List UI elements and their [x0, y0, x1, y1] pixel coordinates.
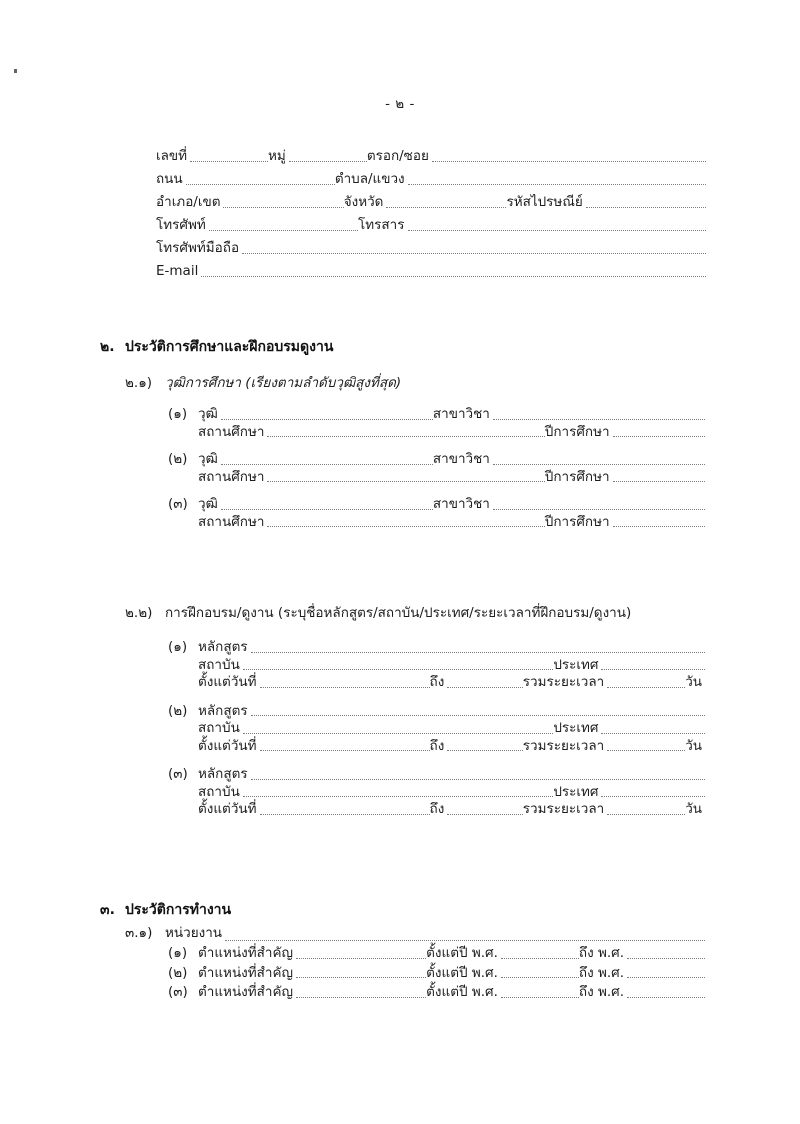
address-row-mobile: [156, 242, 706, 256]
position-label: ตำแหน่งที่สำคัญ: [198, 964, 294, 981]
course-input[interactable]: [251, 642, 705, 655]
subsection-unit-number: ๓.๑): [125, 925, 153, 941]
moo-input[interactable]: [289, 151, 367, 164]
from-date-input[interactable]: [260, 740, 430, 753]
from-year-input[interactable]: [501, 967, 579, 980]
address-row-email: [156, 265, 706, 279]
section-education-title: ประวัติการศึกษาและฝึกอบรมดูงาน: [125, 339, 334, 355]
address-row-road: [156, 173, 706, 187]
from-year-input[interactable]: [501, 987, 579, 1000]
training-entries-group: [168, 641, 705, 832]
education-institution-row: [168, 423, 705, 440]
institution-input[interactable]: [267, 426, 544, 439]
institution-input[interactable]: [267, 471, 544, 484]
road-input[interactable]: [186, 174, 335, 187]
education-institution-row: [168, 513, 705, 530]
institution-label: สถานศึกษา: [198, 468, 265, 485]
training-entry-marker: (๓): [168, 766, 188, 782]
course-label: หลักสูตร: [198, 766, 248, 782]
fax-input[interactable]: [408, 220, 706, 233]
unit-label: หน่วยงาน: [165, 925, 223, 941]
alley-label: ตรอก/ซอย: [366, 148, 429, 164]
institute-input[interactable]: [243, 659, 554, 672]
to-year-input[interactable]: [627, 948, 705, 961]
education-degree-row: [168, 408, 705, 422]
mobile-label: โทรศัพท์มือถือ: [156, 240, 240, 256]
total-duration-label: รวมระยะเวลา: [522, 801, 605, 817]
to-date-input[interactable]: [447, 677, 522, 690]
position-label: ตำแหน่งที่สำคัญ: [198, 945, 294, 961]
from-date-input[interactable]: [260, 804, 430, 817]
subsection-education-heading: [125, 371, 401, 393]
degree-input[interactable]: [221, 409, 433, 422]
institution-label: สถานศึกษา: [198, 513, 265, 530]
training-entry-marker: (๒): [168, 702, 188, 719]
subsection-training-number: ๒.๒): [125, 605, 153, 621]
position-input[interactable]: [296, 948, 426, 961]
major-label: สาขาวิชา: [432, 451, 490, 467]
subdistrict-label: ตำบล/แขวง: [334, 171, 405, 187]
to-year-label: ถึง พ.ศ.: [578, 964, 624, 981]
to-year-input[interactable]: [627, 967, 705, 980]
postal-code-label: รหัสไปรษณีย์: [506, 194, 583, 210]
subsection-education-title: วุฒิการศึกษา (เรียงตามลำดับวุฒิสูงที่สุด): [165, 375, 402, 391]
days-unit-label: วัน: [685, 801, 702, 817]
training-dates-row: [168, 803, 705, 817]
to-year-label: ถึง พ.ศ.: [578, 945, 624, 961]
major-input[interactable]: [493, 499, 705, 512]
academic-year-label: ปีการศึกษา: [544, 423, 610, 440]
education-degree-row: [168, 453, 705, 467]
education-entry: [168, 408, 705, 439]
major-input[interactable]: [493, 409, 705, 422]
degree-label: วุฒิ: [198, 406, 218, 422]
from-date-label: ตั้งแต่วันที่: [198, 737, 257, 754]
house-no-label: เลขที่: [156, 148, 188, 164]
total-duration-input[interactable]: [607, 804, 685, 817]
from-year-label: ตั้งแต่ปี พ.ศ.: [426, 945, 498, 961]
degree-input[interactable]: [221, 499, 433, 512]
subdistrict-input[interactable]: [408, 174, 706, 187]
section-work-number: ๓.: [100, 902, 115, 918]
training-course-row: [168, 768, 705, 782]
education-entries-group: [168, 408, 705, 543]
position-input[interactable]: [296, 967, 426, 980]
work-entry-marker: (๓): [168, 984, 188, 1000]
training-course-row: [168, 702, 705, 719]
from-date-input[interactable]: [260, 677, 430, 690]
training-entry: [168, 641, 705, 690]
course-label: หลักสูตร: [198, 702, 248, 719]
education-institution-row: [168, 468, 705, 485]
course-input[interactable]: [251, 769, 705, 782]
email-label: E-mail: [156, 263, 199, 279]
address-row-phone: [156, 219, 706, 233]
country-input[interactable]: [601, 723, 705, 736]
training-institute-row: [168, 656, 705, 673]
district-input[interactable]: [223, 197, 343, 210]
unit-input[interactable]: [225, 930, 705, 943]
training-institute-row: [168, 783, 705, 800]
academic-year-label: ปีการศึกษา: [544, 513, 610, 530]
training-entry: [168, 702, 705, 754]
telephone-input[interactable]: [209, 220, 358, 233]
address-block: [156, 150, 706, 288]
institution-label: สถานศึกษา: [198, 423, 265, 440]
from-year-label: ตั้งแต่ปี พ.ศ.: [426, 984, 498, 1000]
degree-input[interactable]: [221, 454, 433, 467]
house-no-input[interactable]: [190, 151, 268, 164]
country-label: ประเทศ: [553, 720, 599, 736]
work-entry-row: [168, 986, 705, 1000]
subsection-training-title: การฝึกอบรม/ดูงาน (ระบุชื่อหลักสูตร/สถาบัน/ประเทศ/ระยะเวลาที่ฝึกอบรม/ดูงาน): [165, 605, 632, 621]
total-duration-input[interactable]: [607, 740, 685, 753]
academic-year-input[interactable]: [613, 516, 705, 529]
degree-label: วุฒิ: [198, 496, 218, 512]
province-label: จังหวัด: [343, 194, 384, 210]
position-input[interactable]: [296, 987, 426, 1000]
from-year-label: ตั้งแต่ปี พ.ศ.: [426, 964, 498, 981]
country-input[interactable]: [601, 786, 705, 799]
training-institute-row: [168, 722, 705, 736]
institute-label: สถาบัน: [198, 783, 240, 800]
section-work-title: ประวัติการทำงาน: [125, 902, 232, 918]
education-entry: [168, 453, 705, 484]
total-duration-label: รวมระยะเวลา: [522, 674, 605, 690]
academic-year-input[interactable]: [613, 471, 705, 484]
province-input[interactable]: [386, 197, 506, 210]
total-duration-input[interactable]: [607, 677, 685, 690]
from-date-label: ตั้งแต่วันที่: [198, 674, 257, 690]
section-work-heading: [100, 899, 231, 921]
address-row-district: [156, 196, 706, 210]
training-entry: [168, 768, 705, 817]
page-number: - ๒ -: [385, 96, 415, 112]
country-label: ประเทศ: [553, 783, 599, 800]
alley-input[interactable]: [432, 151, 706, 164]
moo-label: หมู่: [268, 148, 286, 164]
training-dates-row: [168, 676, 705, 690]
education-entry-marker: (๒): [168, 451, 188, 467]
to-date-input[interactable]: [447, 804, 522, 817]
fax-label: โทรสาร: [358, 217, 405, 233]
to-date-label: ถึง: [429, 674, 445, 690]
institute-label: สถาบัน: [198, 720, 240, 736]
section-education-number: ๒.: [100, 339, 115, 355]
work-entry-marker: (๑): [168, 945, 188, 961]
scan-artifact-speck: [14, 69, 17, 73]
days-unit-label: วัน: [685, 674, 702, 690]
mobile-input[interactable]: [242, 243, 706, 256]
training-course-row: [168, 641, 705, 655]
training-dates-row: [168, 737, 705, 754]
academic-year-input[interactable]: [613, 426, 705, 439]
postal-code-input[interactable]: [586, 197, 706, 210]
institution-input[interactable]: [267, 516, 544, 529]
course-label: หลักสูตร: [198, 639, 248, 655]
total-duration-label: รวมระยะเวลา: [522, 737, 605, 754]
education-degree-row: [168, 498, 705, 512]
major-label: สาขาวิชา: [432, 406, 490, 422]
education-entry: [168, 498, 705, 529]
to-date-input[interactable]: [447, 740, 522, 753]
from-year-input[interactable]: [501, 948, 579, 961]
training-entry-marker: (๑): [168, 639, 188, 655]
work-entry-row: [168, 947, 705, 961]
section-education-heading: [100, 336, 333, 358]
institute-label: สถาบัน: [198, 656, 240, 673]
education-entry-marker: (๓): [168, 496, 188, 512]
to-date-label: ถึง: [429, 801, 445, 817]
country-label: ประเทศ: [553, 656, 599, 673]
work-entries-group: [168, 947, 705, 1006]
email-input[interactable]: [201, 266, 706, 279]
major-label: สาขาวิชา: [432, 496, 490, 512]
course-input[interactable]: [251, 705, 705, 718]
to-date-label: ถึง: [429, 737, 445, 754]
days-unit-label: วัน: [685, 737, 702, 754]
from-date-label: ตั้งแต่วันที่: [198, 801, 257, 817]
work-entry-marker: (๒): [168, 964, 188, 981]
education-entry-marker: (๑): [168, 406, 188, 422]
subsection-training-heading: [125, 601, 631, 623]
address-row-house: [156, 150, 706, 164]
subsection-unit-row: [125, 921, 705, 943]
academic-year-label: ปีการศึกษา: [544, 468, 610, 485]
institute-input[interactable]: [243, 723, 554, 736]
subsection-education-number: ๒.๑): [125, 375, 153, 391]
road-label: ถนน: [156, 171, 183, 187]
work-entry-row: [168, 964, 705, 981]
telephone-label: โทรศัพท์: [156, 217, 206, 233]
to-year-label: ถึง พ.ศ.: [578, 984, 624, 1000]
to-year-input[interactable]: [627, 987, 705, 1000]
degree-label: วุฒิ: [198, 451, 218, 467]
position-label: ตำแหน่งที่สำคัญ: [198, 984, 294, 1000]
institute-input[interactable]: [243, 786, 554, 799]
major-input[interactable]: [493, 454, 705, 467]
country-input[interactable]: [601, 659, 705, 672]
district-label: อำเภอ/เขต: [156, 194, 221, 210]
